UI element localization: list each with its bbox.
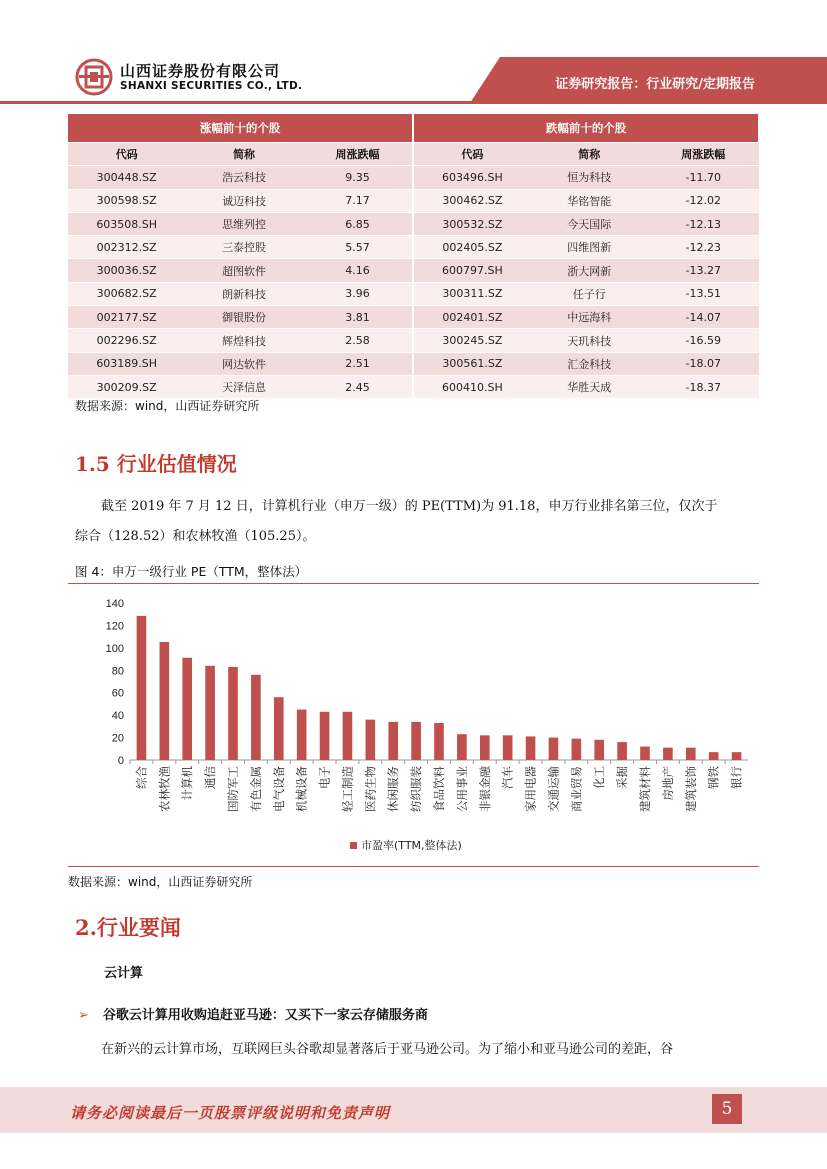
table-cell: 7.17	[303, 189, 413, 212]
table-cell: 002405.SZ	[413, 236, 530, 259]
x-tick-label: 医药生物	[363, 766, 378, 812]
table-row	[68, 166, 759, 189]
table-cell: 三泰控股	[185, 236, 302, 259]
table-cell: -12.23	[648, 236, 759, 259]
bar	[640, 747, 650, 760]
x-tick-label: 公用事业	[454, 766, 469, 812]
table-cell: 华胜天成	[531, 375, 648, 398]
table-cell: 300462.SZ	[413, 189, 530, 212]
pe-bar-chart	[68, 585, 759, 865]
table-cell: 300598.SZ	[68, 189, 185, 212]
page-number: 5	[712, 1094, 742, 1124]
table-cell: 300311.SZ	[413, 282, 530, 305]
x-tick-label: 轻工制造	[340, 766, 355, 812]
bar	[594, 740, 604, 760]
bar	[274, 697, 284, 760]
table-cell: 思维列控	[185, 212, 302, 235]
column-header: 代码	[68, 143, 185, 166]
table-cell: -13.51	[648, 282, 759, 305]
column-header: 代码	[413, 143, 530, 166]
paragraph-line: 在新兴的云计算市场，互联网巨头谷歌却显著落后于亚马逊公司。为了缩小和亚马逊公司的差距，谷	[101, 1042, 674, 1057]
bar	[205, 666, 215, 760]
bar	[434, 723, 444, 760]
y-tick-label: 140	[105, 598, 124, 610]
table-row	[68, 189, 759, 212]
column-header: 简称	[185, 143, 302, 166]
y-tick-label: 80	[111, 665, 124, 678]
table-row	[68, 306, 759, 329]
table-cell: 2.45	[303, 375, 413, 398]
bar	[457, 734, 467, 760]
table-cell: 002177.SZ	[68, 306, 185, 329]
y-tick-label: 0	[117, 755, 124, 767]
bar	[366, 720, 376, 760]
bar	[251, 675, 261, 760]
table-row	[68, 282, 759, 305]
bar	[480, 735, 490, 760]
bar	[160, 642, 170, 760]
data-source: 数据来源：wind，山西证券研究所	[75, 399, 260, 413]
table-cell: 今天国际	[531, 212, 648, 235]
figure-bottom-rule	[68, 866, 759, 867]
bar	[709, 752, 719, 760]
table-cell: 浩云科技	[185, 166, 302, 189]
bar	[503, 735, 513, 760]
table-cell: 603508.SH	[68, 212, 185, 235]
table-cell: 603189.SH	[68, 352, 185, 375]
section-heading: 1.5 行业估值情况	[75, 452, 237, 476]
column-header: 周涨跌幅	[648, 143, 759, 166]
bar	[572, 739, 582, 760]
x-tick-label: 非银金融	[477, 766, 492, 812]
table-cell: -12.13	[648, 212, 759, 235]
table-row	[68, 352, 759, 375]
table-cell: 四维图新	[531, 236, 648, 259]
x-tick-label: 银行	[729, 766, 744, 789]
x-tick-label: 汽车	[500, 766, 515, 789]
table-cell: 300682.SZ	[68, 282, 185, 305]
table-cell: -16.59	[648, 329, 759, 352]
bar	[617, 742, 627, 760]
bar	[549, 738, 559, 760]
stock-performance-table	[68, 114, 759, 399]
table-cell: -11.70	[648, 166, 759, 189]
table-cell: 300448.SZ	[68, 166, 185, 189]
table-cell: 9.35	[303, 166, 413, 189]
table-cell: 网达软件	[185, 352, 302, 375]
table-cell: 天玑科技	[531, 329, 648, 352]
table-cell: 300532.SZ	[413, 212, 530, 235]
table-row	[68, 236, 759, 259]
legend-label: 市盈率(TTM,整体法)	[361, 839, 462, 852]
figure-title: 图 4：申万一级行业 PE（TTM，整体法）	[75, 564, 308, 579]
bar	[228, 667, 238, 760]
table-cell: 300561.SZ	[413, 352, 530, 375]
paragraph-line: 综合（128.52）和农林牧渔（105.25）。	[75, 529, 316, 544]
paragraph-line: 截至 2019 年 7 月 12 日，计算机行业（申万一级）的 PE(TTM)为 91.18，申万行业排名第三位，仅次于	[101, 499, 718, 514]
x-tick-label: 家用电器	[523, 766, 538, 812]
table-cell: 任子行	[531, 282, 648, 305]
bar	[137, 616, 147, 760]
y-tick-label: 120	[105, 620, 124, 633]
company-name-en: SHANXI SECURITIES CO., LTD.	[120, 80, 303, 92]
table-cell: 300036.SZ	[68, 259, 185, 282]
bar	[320, 712, 330, 760]
arrow-bullet-icon: ➢	[78, 1008, 89, 1023]
bar	[182, 658, 192, 760]
figure-top-rule	[68, 583, 759, 584]
table-cell: 002401.SZ	[413, 306, 530, 329]
bar	[297, 710, 307, 760]
table-cell: 002312.SZ	[68, 236, 185, 259]
table-row	[68, 259, 759, 282]
table-cell: 诚迈科技	[185, 189, 302, 212]
bar	[343, 712, 353, 760]
x-tick-label: 计算机	[180, 766, 195, 801]
data-source: 数据来源：wind，山西证券研究所	[68, 875, 253, 889]
news-bullet	[78, 1004, 428, 1023]
bar	[686, 748, 696, 760]
x-tick-label: 纺织服装	[409, 766, 424, 812]
x-tick-label: 化工	[592, 766, 607, 789]
table-cell: -14.07	[648, 306, 759, 329]
section-heading: 2.行业要闻	[75, 915, 181, 940]
table-cell: 超图软件	[185, 259, 302, 282]
table-cell: 辉煌科技	[185, 329, 302, 352]
x-tick-label: 钢铁	[706, 766, 721, 789]
y-tick-label: 40	[111, 710, 124, 723]
x-tick-label: 采掘	[615, 766, 630, 789]
x-tick-label: 电气设备	[271, 766, 286, 812]
disclaimer-link: 请务必阅读最后一页股票评级说明和免责声明	[70, 1104, 391, 1122]
table-cell: 6.85	[303, 212, 413, 235]
table-cell: -12.02	[648, 189, 759, 212]
table-group-gainers: 涨幅前十的个股	[68, 114, 413, 143]
bar	[732, 752, 742, 760]
table-cell: 中远海科	[531, 306, 648, 329]
x-tick-label: 综合	[134, 766, 149, 789]
table-row	[68, 375, 759, 398]
column-header: 周涨跌幅	[303, 143, 413, 166]
table-cell: 5.57	[303, 236, 413, 259]
table-cell: 300209.SZ	[68, 375, 185, 398]
table-row	[68, 329, 759, 352]
x-tick-label: 通信	[203, 766, 218, 789]
table-cell: 御银股份	[185, 306, 302, 329]
x-tick-label: 房地产	[660, 766, 675, 801]
y-tick-label: 60	[111, 687, 124, 700]
table-cell: 浙大网新	[531, 259, 648, 282]
y-tick-label: 20	[111, 732, 124, 745]
bar	[526, 736, 536, 760]
table-cell: 3.96	[303, 282, 413, 305]
x-tick-label: 食品饮料	[432, 766, 446, 812]
x-tick-label: 农林牧渔	[157, 766, 172, 812]
x-tick-label: 建筑装饰	[683, 766, 698, 812]
x-tick-label: 交通运输	[546, 766, 561, 812]
table-cell: 恒为科技	[531, 166, 648, 189]
x-tick-label: 国防军工	[226, 766, 240, 812]
column-header: 简称	[531, 143, 648, 166]
report-type: 证券研究报告：行业研究/定期报告	[555, 77, 755, 92]
x-tick-label: 休闲服务	[386, 766, 401, 812]
x-tick-label: 机械设备	[294, 766, 309, 812]
table-cell: -18.07	[648, 352, 759, 375]
bar	[388, 722, 398, 760]
news-headline: 谷歌云计算用收购追赶亚马逊：又买下一家云存储服务商	[102, 1008, 428, 1023]
table-cell: 2.58	[303, 329, 413, 352]
table-cell: 朗新科技	[185, 282, 302, 305]
table-cell: -13.27	[648, 259, 759, 282]
legend-swatch	[350, 842, 357, 849]
table-cell: 2.51	[303, 352, 413, 375]
table-cell: 天泽信息	[185, 375, 302, 398]
table-group-losers: 跌幅前十的个股	[413, 114, 758, 143]
company-logo-icon	[75, 58, 113, 96]
table-cell: 汇金科技	[531, 352, 648, 375]
table-cell: 华铭智能	[531, 189, 648, 212]
company-name-cn: 山西证券股份有限公司	[120, 62, 281, 80]
table-cell: 300245.SZ	[413, 329, 530, 352]
table-cell: 002296.SZ	[68, 329, 185, 352]
table-row	[68, 212, 759, 235]
bar	[411, 722, 421, 760]
bar	[663, 748, 673, 760]
table-cell: 3.81	[303, 306, 413, 329]
x-tick-label: 建筑材料	[638, 766, 652, 812]
table-cell: 4.16	[303, 259, 413, 282]
table-cell: 600797.SH	[413, 259, 530, 282]
x-tick-label: 电子	[317, 766, 332, 789]
x-tick-label: 有色金属	[248, 766, 263, 812]
table-cell: 600410.SH	[413, 375, 530, 398]
subheading: 云计算	[104, 966, 144, 981]
table-cell: 603496.SH	[413, 166, 530, 189]
x-tick-label: 商业贸易	[569, 766, 584, 812]
y-tick-label: 100	[105, 642, 124, 655]
table-cell: -18.37	[648, 375, 759, 398]
